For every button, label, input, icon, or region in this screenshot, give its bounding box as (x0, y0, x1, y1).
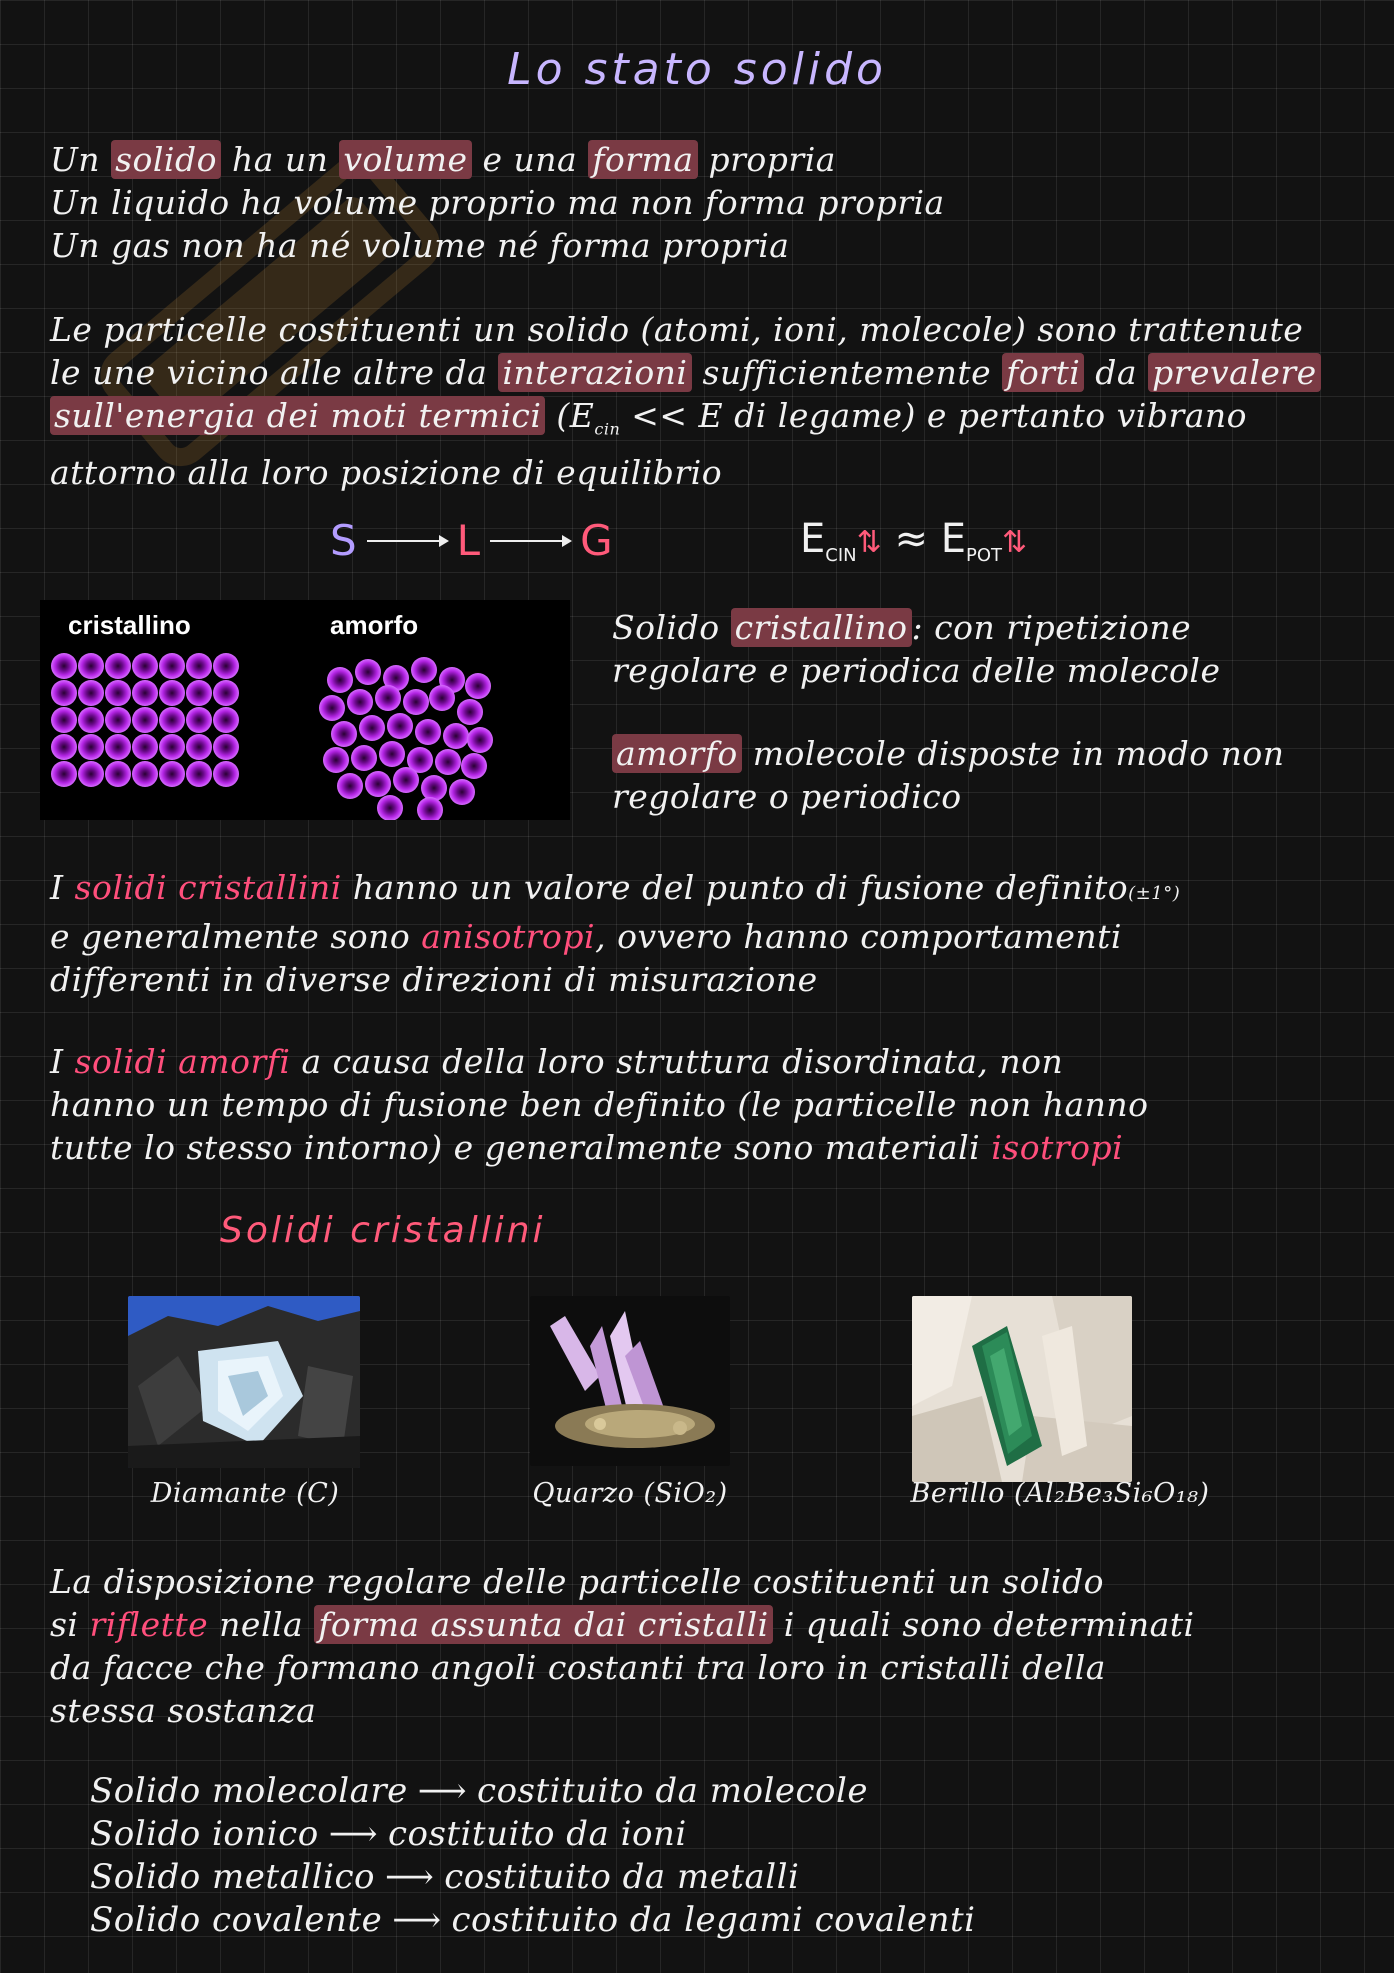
section-title-solidi-cristallini: Solidi cristallini (220, 1210, 546, 1251)
crystalline-text: e generalmente sono (50, 917, 422, 956)
particle-sphere (186, 707, 212, 733)
particle-sphere (78, 761, 104, 787)
particle-sphere (323, 747, 349, 773)
particles-line-2 (50, 351, 1360, 394)
intro-text: Un (50, 140, 112, 179)
particles-text: << E di legame) e pertanto vibrano (620, 396, 1248, 435)
highlight-cristallino: cristallino (731, 608, 912, 647)
amorphous-line-3 (50, 1126, 1360, 1169)
subscript-cin: cin (594, 419, 621, 439)
particle-sphere (449, 779, 475, 805)
solid-types-list (90, 1770, 976, 1942)
energy-pot-symbol: E (940, 516, 966, 562)
particle-sphere (379, 741, 405, 767)
tolerance-note: (±1°) (1128, 883, 1181, 904)
particle-arrangement-drawing (40, 650, 570, 820)
particle-sphere (105, 707, 131, 733)
particle-sphere (132, 653, 158, 679)
particle-sphere (78, 653, 104, 679)
structure-diagram (40, 600, 570, 820)
particle-sphere (213, 734, 239, 760)
particle-sphere (213, 707, 239, 733)
amorphous-arrangement (319, 657, 493, 820)
particle-sphere (213, 653, 239, 679)
solid-type-name: Solido metallico (90, 1857, 375, 1897)
particle-sphere (105, 680, 131, 706)
particle-sphere (159, 734, 185, 760)
highlight-forma: forma (588, 140, 697, 179)
pink-solidi-amorfi: solidi amorfi (74, 1042, 291, 1081)
particle-sphere (359, 715, 385, 741)
arrow-right-icon (367, 540, 447, 542)
def-crystal-line-2: regolare e periodica delle molecole (612, 651, 1221, 690)
solid-type-name: Solido ionico (90, 1814, 319, 1854)
particle-sphere (375, 685, 401, 711)
pink-anisotropi: anisotropi (421, 917, 596, 956)
crystalline-line-1 (50, 866, 1360, 915)
particle-sphere (159, 707, 185, 733)
def-amorph-line-2: regolare o periodico (612, 777, 962, 816)
particle-sphere (421, 775, 447, 801)
energy-relation (800, 516, 1027, 566)
list-item (90, 1899, 976, 1942)
solid-type-name: Solido covalente (90, 1900, 383, 1940)
particle-sphere (327, 667, 353, 693)
pink-riflette: riflette (89, 1605, 209, 1644)
crystalline-text: I (50, 868, 75, 907)
particle-sphere (213, 680, 239, 706)
particles-line-4: attorno alla loro posizione di equilibrio (50, 452, 723, 492)
particles-text: le une vicino alle altre da (50, 353, 499, 392)
particles-line-1: Le particelle costituenti un solido (atomi, ioni, molecole) sono trattenute (50, 310, 1304, 349)
highlight-energia-moti: sull'energia dei moti termici (50, 396, 545, 435)
particle-sphere (51, 734, 77, 760)
def-text: Solido (612, 608, 731, 647)
arrow-right-icon: ⟶ (417, 1771, 468, 1811)
arrow-right-icon: ⟶ (384, 1857, 435, 1897)
amorphous-text: tutte lo stesso intorno) e generalmente sono materiali (50, 1128, 992, 1167)
list-item (90, 1770, 976, 1813)
solid-type-desc: costituito da ioni (387, 1814, 687, 1854)
intro-line-2: Un liquido ha volume proprio ma non forma propria (50, 183, 945, 222)
solid-type-desc: costituito da legami covalenti (451, 1900, 976, 1940)
particle-sphere (467, 727, 493, 753)
amorphous-text: I (50, 1042, 75, 1081)
crystal-label: cristallino (68, 610, 191, 640)
particle-sphere (105, 761, 131, 787)
amorphous-paragraph (50, 1040, 1360, 1169)
phase-g: G (580, 516, 613, 565)
highlight-interazioni: interazioni (498, 353, 691, 392)
updown-arrows-icon: ⇅ (1002, 525, 1028, 560)
particle-sphere (51, 707, 77, 733)
particle-sphere (457, 699, 483, 725)
highlight-solido: solido (111, 140, 221, 179)
particles-text: da (1084, 353, 1149, 392)
def-text: molecole disposte in modo non (741, 734, 1285, 773)
particle-sphere (159, 680, 185, 706)
definitions-block (612, 606, 1372, 818)
particle-sphere (393, 767, 419, 793)
particle-sphere (387, 713, 413, 739)
intro-text: propria (697, 140, 836, 179)
amorphous-text: a causa della loro struttura disordinata, non (290, 1042, 1064, 1081)
updown-arrows-icon: ⇅ (856, 525, 882, 560)
highlight-forma-cristalli: forma assunta dai cristalli (314, 1605, 772, 1644)
arrangement-text: i quali sono determinati (772, 1605, 1195, 1644)
particle-sphere (78, 680, 104, 706)
intro-paragraph (50, 138, 1360, 267)
list-item (90, 1856, 976, 1899)
pink-solidi-cristallini: solidi cristallini (74, 868, 342, 907)
highlight-prevalere: prevalere (1148, 353, 1321, 392)
particle-sphere (159, 653, 185, 679)
phase-l: L (456, 516, 481, 565)
particle-sphere (132, 707, 158, 733)
particle-sphere (213, 761, 239, 787)
energy-cin-symbol: E (800, 516, 826, 562)
particle-sphere (417, 797, 443, 820)
particle-sphere (51, 653, 77, 679)
particle-sphere (105, 653, 131, 679)
beryl-image (912, 1296, 1132, 1482)
arrangement-text: nella (208, 1605, 315, 1644)
page-title: Lo stato solido (507, 44, 887, 95)
intro-line-3: Un gas non ha né volume né forma propria (50, 226, 790, 265)
highlight-volume: volume (339, 140, 471, 179)
solid-type-desc: costituito da metalli (444, 1857, 800, 1897)
crystalline-text: , ovvero hanno comportamenti (595, 917, 1122, 956)
arrangement-line-1: La disposizione regolare delle particelle costituenti un solido (50, 1562, 1104, 1601)
arrangement-paragraph (50, 1560, 1360, 1732)
particle-sphere (443, 723, 469, 749)
energy-cin-sub: CIN (825, 545, 857, 566)
particle-sphere (337, 773, 363, 799)
particle-sphere (365, 771, 391, 797)
phase-s: S (330, 516, 357, 565)
particle-sphere (331, 721, 357, 747)
particle-sphere (411, 657, 437, 683)
crystalline-line-2 (50, 915, 1360, 958)
crystalline-paragraph (50, 866, 1360, 1001)
solid-type-desc: costituito da molecole (477, 1771, 868, 1811)
particle-sphere (159, 761, 185, 787)
particles-line-3 (50, 394, 1360, 451)
particle-sphere (51, 680, 77, 706)
particle-sphere (78, 734, 104, 760)
particles-paragraph (50, 308, 1360, 494)
particles-text: (E (545, 396, 595, 435)
crystalline-text: hanno un valore del punto di fusione definito (341, 868, 1129, 907)
intro-text: ha un (220, 140, 340, 179)
particle-sphere (78, 707, 104, 733)
arrangement-text: si (50, 1605, 90, 1644)
particle-sphere (186, 734, 212, 760)
particle-sphere (429, 685, 455, 711)
quartz-caption: Quarzo (SiO₂) (532, 1478, 728, 1509)
diamond-caption: Diamante (C) (150, 1478, 340, 1509)
particle-sphere (347, 689, 373, 715)
particle-sphere (132, 761, 158, 787)
pink-isotropi: isotropi (991, 1128, 1124, 1167)
amorphous-line-2: hanno un tempo di fusione ben definito (le particelle non hanno (50, 1085, 1149, 1124)
intro-line-1 (50, 138, 1360, 181)
arrow-right-icon: ⟶ (328, 1814, 378, 1854)
phase-sequence (330, 516, 613, 565)
particle-sphere (105, 734, 131, 760)
crystal-lattice (51, 653, 239, 787)
particle-sphere (132, 734, 158, 760)
particles-text: sufficientemente (691, 353, 1003, 392)
beryl-caption: Berillo (Al₂Be₃Si₆O₁₈) (910, 1478, 1210, 1509)
particle-sphere (403, 689, 429, 715)
arrangement-line-3: da facce che formano angoli costanti tra loro in cristalli della (50, 1648, 1106, 1687)
particle-sphere (186, 653, 212, 679)
energy-pot-sub: POT (966, 545, 1003, 566)
arrangement-line-4: stessa sostanza (50, 1691, 317, 1730)
particle-sphere (415, 719, 441, 745)
particle-sphere (319, 695, 345, 721)
particle-sphere (351, 745, 377, 771)
arrow-right-icon: ⟶ (392, 1900, 442, 1940)
list-item (90, 1813, 976, 1856)
particle-sphere (186, 761, 212, 787)
amorphous-label: amorfo (330, 610, 419, 640)
amorphous-line-1 (50, 1040, 1360, 1083)
diamond-image (128, 1296, 360, 1468)
solid-type-name: Solido molecolare (90, 1771, 408, 1811)
particle-sphere (355, 659, 381, 685)
quartz-image (530, 1296, 730, 1466)
particle-sphere (51, 761, 77, 787)
particle-sphere (186, 680, 212, 706)
crystalline-line-3: differenti in diverse direzioni di misurazione (50, 960, 818, 999)
particle-sphere (461, 753, 487, 779)
approx-symbol: ≈ (894, 516, 928, 562)
arrangement-line-2 (50, 1603, 1360, 1646)
highlight-forti: forti (1002, 353, 1084, 392)
particle-sphere (465, 673, 491, 699)
def-text: : con ripetizione (911, 608, 1192, 647)
arrow-right-icon (490, 540, 570, 542)
def-crystal-line-1 (612, 606, 1372, 649)
particle-sphere (377, 795, 403, 820)
highlight-amorfo: amorfo (612, 734, 742, 773)
intro-text: e una (471, 140, 589, 179)
def-amorph-line-1 (612, 732, 1372, 775)
particle-sphere (132, 680, 158, 706)
particle-sphere (435, 749, 461, 775)
